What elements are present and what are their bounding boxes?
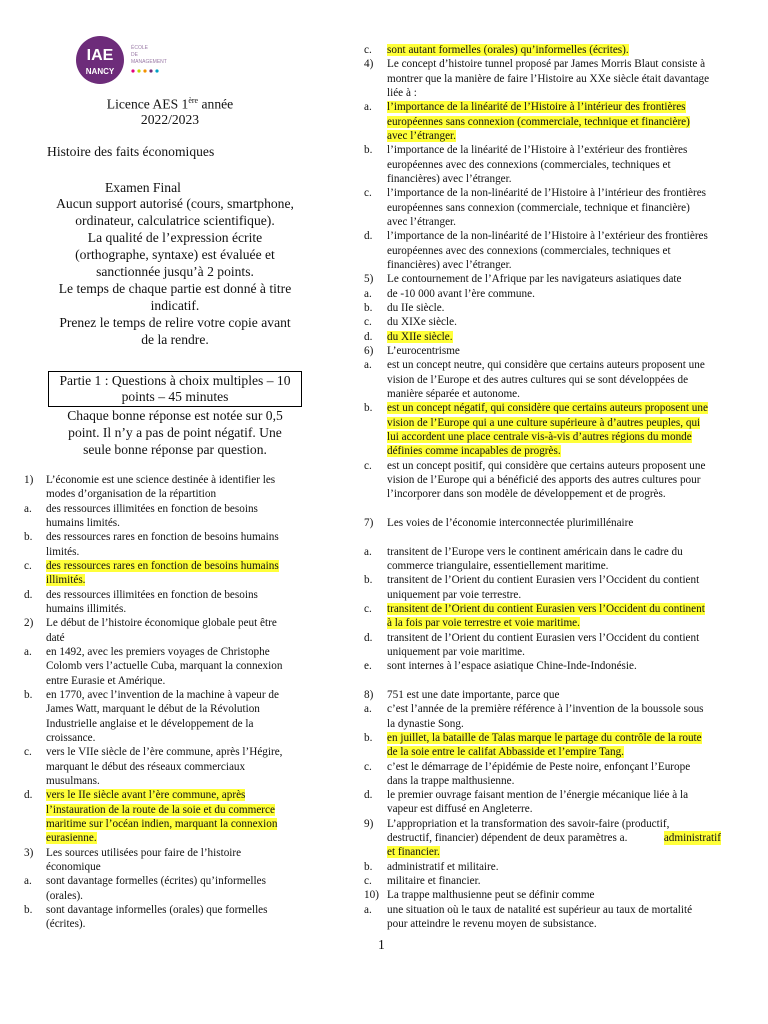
item-text: administratif et militaire. — [387, 860, 499, 873]
item-text: le premier ouvrage faisant mention de l’énergie mécanique liée à la — [387, 789, 689, 802]
item-text: en juillet, la bataille de Talas marque le partage du contrôle de la route — [387, 731, 702, 744]
question-line — [364, 315, 721, 329]
question-line-continued — [24, 602, 302, 616]
item-text: sont internes à l’espace asiatique Chine-Inde-Indonésie. — [387, 660, 637, 673]
item-text: Les voies de l’économie interconnectée plurimillénaire — [387, 516, 634, 529]
item-marker: 6) — [364, 344, 374, 357]
item-marker: a. — [364, 703, 372, 716]
item-text: liée à : — [387, 86, 417, 99]
item-text: sont davantage informelles (orales) que formelles — [46, 903, 268, 916]
question-line-continued — [364, 373, 721, 387]
question-line-continued — [24, 889, 302, 903]
question-line — [24, 559, 302, 573]
item-text: L’appropriation et la transformation des savoir-faire (productif, — [387, 817, 670, 830]
item-text: financières) avec l’étranger. — [387, 258, 512, 271]
question-line — [24, 846, 302, 860]
item-text: en 1770, avec l’invention de la machine à vapeur de — [46, 688, 279, 701]
question-line-continued — [364, 158, 721, 172]
item-marker: a. — [24, 645, 32, 658]
item-marker: d. — [364, 631, 373, 644]
question-line — [24, 502, 302, 516]
item-text: est un concept négatif, qui considère que certains auteurs proposent une — [387, 402, 708, 415]
question-line-continued — [24, 731, 302, 745]
exam-rule-line: La qualité de l’expression écrite — [87, 230, 263, 245]
item-marker: 5) — [364, 273, 374, 286]
item-text: James Watt, marquant le début de la Révolution — [46, 703, 260, 716]
question-line-continued — [364, 616, 721, 630]
item-text: l’importance de la non-linéarité de l’Histoire à l’intérieur des frontières — [387, 187, 707, 200]
item-marker: b. — [364, 301, 373, 314]
item-text: transitent de l’Orient du contient Eurasien vers l’Occident du contient — [387, 631, 700, 644]
question-line-continued — [364, 645, 721, 659]
page-number: 1 — [378, 937, 385, 952]
item-marker: d. — [364, 330, 373, 343]
item-text: daté — [46, 631, 65, 644]
item-text: uniquement par voie maritime. — [387, 645, 525, 658]
question-line — [364, 229, 721, 243]
item-text: uniquement par voie terrestre. — [387, 588, 522, 601]
item-text: l’incorporer dans son modèle de développement et de progrès. — [387, 488, 666, 501]
item-text: la dynastie Song. — [387, 717, 464, 730]
item-text: musulmans. — [46, 774, 100, 787]
question-line-continued — [364, 473, 721, 487]
question-line — [364, 903, 721, 917]
item-text: économique — [46, 860, 101, 873]
question-line — [364, 688, 721, 702]
item-marker: 9) — [364, 817, 374, 830]
iae-nancy-logo — [76, 36, 192, 86]
question-line — [364, 330, 721, 344]
question-line-continued — [364, 444, 721, 458]
item-text: commerce triangulaire, essentiellement maritime. — [387, 559, 609, 572]
item-text: européennes avec des connexions (commerciales, techniques et — [387, 158, 671, 171]
item-text: européennes avec des connexions (commerciales, techniques et — [387, 244, 671, 257]
item-text: l’importance de la non-linéarité de l’Histoire à l’extérieur des frontières — [387, 230, 708, 243]
logo-tagline: ÉCOLE — [131, 45, 148, 51]
question-line-continued — [364, 244, 721, 258]
program-line: Licence AES 1ère année — [106, 96, 234, 112]
question-line-continued — [364, 201, 721, 215]
item-marker: 3) — [24, 846, 34, 859]
question-line — [364, 860, 721, 874]
item-marker: c. — [364, 316, 372, 329]
item-text: Le concept d’histoire tunnel proposé par James Morris Blaut consiste à — [387, 58, 706, 71]
question-line-continued — [24, 545, 302, 559]
academic-year: 2022/2023 — [140, 112, 200, 127]
logo-letters: IAE — [86, 47, 114, 64]
item-text: lui accordent une place centrale vis-à-vis d’autres régions du monde — [387, 430, 692, 443]
item-marker: c. — [364, 459, 372, 472]
item-marker: b. — [364, 574, 373, 587]
question-line-continued — [24, 573, 302, 587]
item-marker: e. — [364, 660, 372, 673]
part1-title-line: Partie 1 : Questions à choix multiples – 10 — [59, 373, 291, 388]
question-line-continued — [364, 588, 721, 602]
item-text: entre Eurasie et Amérique. — [46, 674, 166, 687]
exam-rule-line: (orthographe, syntaxe) est évaluée et — [75, 247, 275, 262]
question-line — [364, 344, 721, 358]
item-text: L’économie est une science destinée à identifier les — [46, 474, 276, 486]
question-line — [364, 874, 721, 888]
item-text: militaire et financier. — [387, 875, 481, 888]
question-line-continued — [364, 115, 721, 129]
item-marker: b. — [364, 402, 373, 415]
question-line — [24, 688, 302, 702]
item-text: est un concept neutre, qui considère que certains auteurs proposent une — [387, 359, 705, 372]
item-marker: b. — [364, 731, 373, 744]
question-line-continued — [24, 760, 302, 774]
item-marker: a. — [364, 287, 372, 300]
part1-title-line: points – 45 minutes — [121, 389, 229, 404]
item-text: des ressources rares en fonction de besoins humains — [46, 559, 279, 572]
item-text: c’est le démarrage de l’épidémie de Peste noire, enfonçant l’Europe — [387, 760, 691, 773]
item-text: Industrielle anglaise et le développement de la — [46, 717, 254, 730]
item-marker: 7) — [364, 516, 374, 529]
question-line — [364, 301, 721, 315]
item-marker: 8) — [364, 688, 374, 701]
question-line — [364, 702, 721, 716]
exam-rule-line: Prenez le temps de relire votre copie avant — [59, 315, 291, 330]
item-marker: a. — [364, 359, 372, 372]
question-line-continued — [364, 745, 721, 759]
question-line-continued — [24, 717, 302, 731]
part1-title-box — [48, 371, 302, 407]
item-text: (écrites). — [46, 918, 86, 931]
item-marker: d. — [24, 588, 33, 601]
item-text: montrer que la manière de faire l’Histoire au XXe siècle était davantage — [387, 72, 710, 85]
item-text: du XIXe siècle. — [387, 316, 457, 329]
item-text: L’eurocentrisme — [387, 344, 460, 357]
question-line — [364, 573, 721, 587]
item-text: manière séparée et autonome. — [387, 387, 520, 400]
question-line-continued — [364, 215, 721, 229]
question-line-continued — [364, 416, 721, 430]
item-text: l’instauration de la route de la soie et du commerce — [46, 803, 275, 816]
question-line-continued — [24, 702, 302, 716]
item-text: du XIIe siècle. — [387, 330, 453, 343]
item-text: sont autant formelles (orales) qu’informelles (écrites). — [387, 44, 629, 56]
exam-rule-line: ordinateur, calculatrice scientifique). — [75, 213, 275, 228]
item-text: dans la trappe malthusienne. — [387, 774, 515, 787]
question-line — [364, 143, 721, 157]
question-line — [364, 760, 721, 774]
exam-rule-line: sanctionnée jusqu’à 2 points. — [96, 264, 254, 279]
logo-tagline: MANAGEMENT — [131, 59, 167, 65]
item-text: marquant le début des réseaux commerciaux — [46, 760, 246, 773]
question-line-continued — [364, 774, 721, 788]
item-text: du IIe siècle. — [387, 301, 445, 314]
item-text: avec l’étranger. — [387, 129, 456, 142]
question-line — [364, 401, 721, 415]
item-marker: 2) — [24, 617, 34, 630]
item-text: vision de l’Europe et des autres cultures qui se sont développées de — [387, 373, 689, 386]
exam-rule-line: Aucun support autorisé (cours, smartphone, — [56, 196, 294, 211]
item-text: transitent de l’Europe vers le continent américain dans le cadre du — [387, 545, 683, 558]
part1-scoring-note: Chaque bonne réponse est notée sur 0,5 point. Il n’y a pas de point négatif. Une seule bonne réponse par question. — [67, 408, 283, 457]
question-line — [24, 903, 302, 917]
item-marker: c. — [24, 746, 32, 759]
question-line — [24, 874, 302, 888]
item-text: Les sources utilisées pour faire de l’histoire — [46, 846, 242, 859]
question-line-continued — [24, 817, 302, 831]
question-line — [364, 731, 721, 745]
question-line-continued — [364, 129, 721, 143]
question-line-continued — [24, 774, 302, 788]
item-marker: b. — [364, 144, 373, 157]
item-text: humains illimités. — [46, 602, 127, 615]
exam-rule-line: de la rendre. — [141, 332, 209, 347]
item-marker: c. — [364, 187, 372, 200]
item-text: humains limités. — [46, 516, 120, 529]
question-line — [364, 516, 721, 530]
item-marker: a. — [364, 903, 372, 916]
item-text: sont davantage formelles (écrites) qu’informelles — [46, 875, 266, 888]
item-marker: b. — [364, 860, 373, 873]
question-line — [24, 473, 302, 487]
question-line — [364, 272, 721, 286]
question-line-continued — [24, 674, 302, 688]
question-line-continued — [364, 917, 721, 931]
logo-tagline: DE — [131, 52, 138, 58]
logo-city: NANCY — [85, 67, 115, 76]
exam-rule-line: indicatif. — [150, 298, 200, 313]
question-line-continued — [364, 86, 721, 100]
item-text: à la fois par voie terrestre et voie maritime. — [387, 617, 580, 630]
question-line-continued — [364, 802, 721, 816]
question-line — [364, 100, 721, 114]
question-line-continued — [24, 516, 302, 530]
item-text: (orales). — [46, 889, 83, 902]
item-text: limités. — [46, 545, 80, 558]
question-line — [364, 358, 721, 372]
question-line — [364, 545, 721, 559]
item-marker: d. — [364, 230, 373, 243]
highlighted-answer: administratif — [663, 832, 721, 845]
question-line-continued — [364, 831, 721, 845]
item-text: vers le VIIe siècle de l’ère commune, après l’Hégire, — [46, 746, 283, 759]
item-marker: b. — [24, 903, 33, 916]
question-line-continued — [24, 659, 302, 673]
item-text: La trappe malthusienne peut se définir comme — [387, 889, 595, 902]
item-text: 751 est une date importante, parce que — [387, 688, 560, 701]
item-text: des ressources rares en fonction de besoins humains — [46, 531, 279, 544]
item-text: et financier. — [387, 846, 440, 859]
item-text: des ressources illimitées en fonction de besoins — [46, 502, 258, 515]
question-line — [24, 645, 302, 659]
question-line — [24, 745, 302, 759]
item-marker: c. — [364, 875, 372, 888]
item-text: c’est l’année de la première référence à l’invention de la boussole sous — [387, 703, 704, 716]
item-text: de la soie entre le califat Abbasside et l’empire Tang. — [387, 746, 624, 759]
item-text: vision de l’Europe qui a bénéficié des apports des autres cultures pour — [387, 473, 701, 486]
item-marker: d. — [24, 789, 33, 802]
item-text: Le début de l’histoire économique globale peut être — [46, 617, 277, 630]
question-line — [364, 631, 721, 645]
question-line — [364, 459, 721, 473]
question-line — [364, 788, 721, 802]
item-marker: b. — [24, 688, 33, 701]
item-text: vapeur est diffusé en Angleterre. — [387, 803, 533, 816]
item-marker: 10) — [364, 889, 379, 902]
item-text: une situation où le taux de natalité est supérieur au taux de mortalité — [387, 903, 693, 916]
question-line-continued — [364, 559, 721, 573]
item-marker: c. — [364, 44, 372, 56]
question-line — [364, 43, 721, 57]
question-line-continued — [24, 803, 302, 817]
item-text: financières) avec l’étranger. — [387, 172, 512, 185]
exam-rules — [40, 195, 310, 348]
item-marker: c. — [24, 559, 32, 572]
question-line-continued — [364, 845, 721, 859]
item-marker: d. — [364, 789, 373, 802]
item-marker: a. — [24, 875, 32, 888]
item-text: Colomb vers l’actuelle Cuba, marquant la connexion — [46, 660, 283, 673]
item-text: de -10 000 avant l’ère commune. — [387, 287, 535, 300]
question-line — [364, 287, 721, 301]
item-marker: b. — [24, 531, 33, 544]
question-line-continued — [364, 487, 721, 501]
item-marker: a. — [364, 545, 372, 558]
item-marker: a. — [24, 502, 32, 515]
item-text: vision de l’Europe qui a une culture supérieure à d’autres peuples, qui — [387, 416, 701, 429]
item-text: maritime sur l’océan indien, marquant la connexion — [46, 817, 278, 830]
item-text: européennes sans connexion (commerciale, technique et financière) — [387, 115, 690, 128]
question-line — [364, 817, 721, 831]
question-line-continued — [24, 860, 302, 874]
question-line — [364, 186, 721, 200]
question-line — [364, 57, 721, 71]
item-marker: 4) — [364, 58, 374, 71]
question-line-continued — [364, 430, 721, 444]
question-line-continued — [364, 72, 721, 86]
item-text: transitent de l’Orient du contient Eurasien vers l’Occident du contient — [387, 574, 700, 587]
question-line-continued — [364, 172, 721, 186]
item-text: modes d’organisation de la répartition — [46, 488, 217, 501]
exam-title: Examen Final — [105, 180, 181, 195]
item-text: illimités. — [46, 574, 86, 587]
item-text: en 1492, avec les premiers voyages de Christophe — [46, 645, 270, 658]
item-text: définies comme incapables de progrès. — [387, 445, 561, 458]
item-marker: c. — [364, 602, 372, 615]
question-line-continued — [24, 631, 302, 645]
question-line-continued — [24, 831, 302, 845]
question-line — [24, 616, 302, 630]
question-line — [364, 888, 721, 902]
item-text: croissance. — [46, 731, 96, 744]
question-line-continued — [364, 387, 721, 401]
item-marker: c. — [364, 760, 372, 773]
item-text: l’importance de la linéarité de l’Histoire à l’intérieur des frontières — [387, 101, 686, 114]
item-marker: 1) — [24, 474, 34, 486]
question-line-continued — [364, 717, 721, 731]
item-text: des ressources illimitées en fonction de besoins — [46, 588, 258, 601]
question-line — [364, 602, 721, 616]
item-marker: a. — [364, 101, 372, 114]
question-line-continued — [24, 487, 302, 501]
question-line-continued — [364, 258, 721, 272]
question-line — [24, 588, 302, 602]
question-line — [24, 530, 302, 544]
item-text: transitent de l’Orient du contient Eurasien vers l’Occident du continent — [387, 602, 705, 615]
exam-rule-line: Le temps de chaque partie est donné à titre — [58, 281, 292, 296]
item-text: Le contournement de l’Afrique par les navigateurs asiatiques date — [387, 273, 682, 286]
question-line — [24, 788, 302, 802]
item-text: l’importance de la linéarité de l’Histoire à l’extérieur des frontières — [387, 144, 688, 157]
course-title: Histoire des faits économiques — [47, 144, 215, 159]
item-text: européennes sans connexion (commerciale, technique et financière) — [387, 201, 690, 214]
item-text: pour atteindre le revenu moyen de subsistance. — [387, 918, 597, 931]
item-text: est un concept positif, qui considère que certains auteurs proposent une — [387, 459, 706, 472]
item-text: avec l’étranger. — [387, 215, 456, 228]
item-text: vers le IIe siècle avant l’ère commune, après — [46, 789, 246, 802]
item-text: eurasienne. — [46, 832, 97, 845]
item-text: administratif destructif, financier) dépendent de deux paramètres a. — [387, 832, 721, 845]
question-line-continued — [24, 917, 302, 931]
question-line — [364, 659, 721, 673]
